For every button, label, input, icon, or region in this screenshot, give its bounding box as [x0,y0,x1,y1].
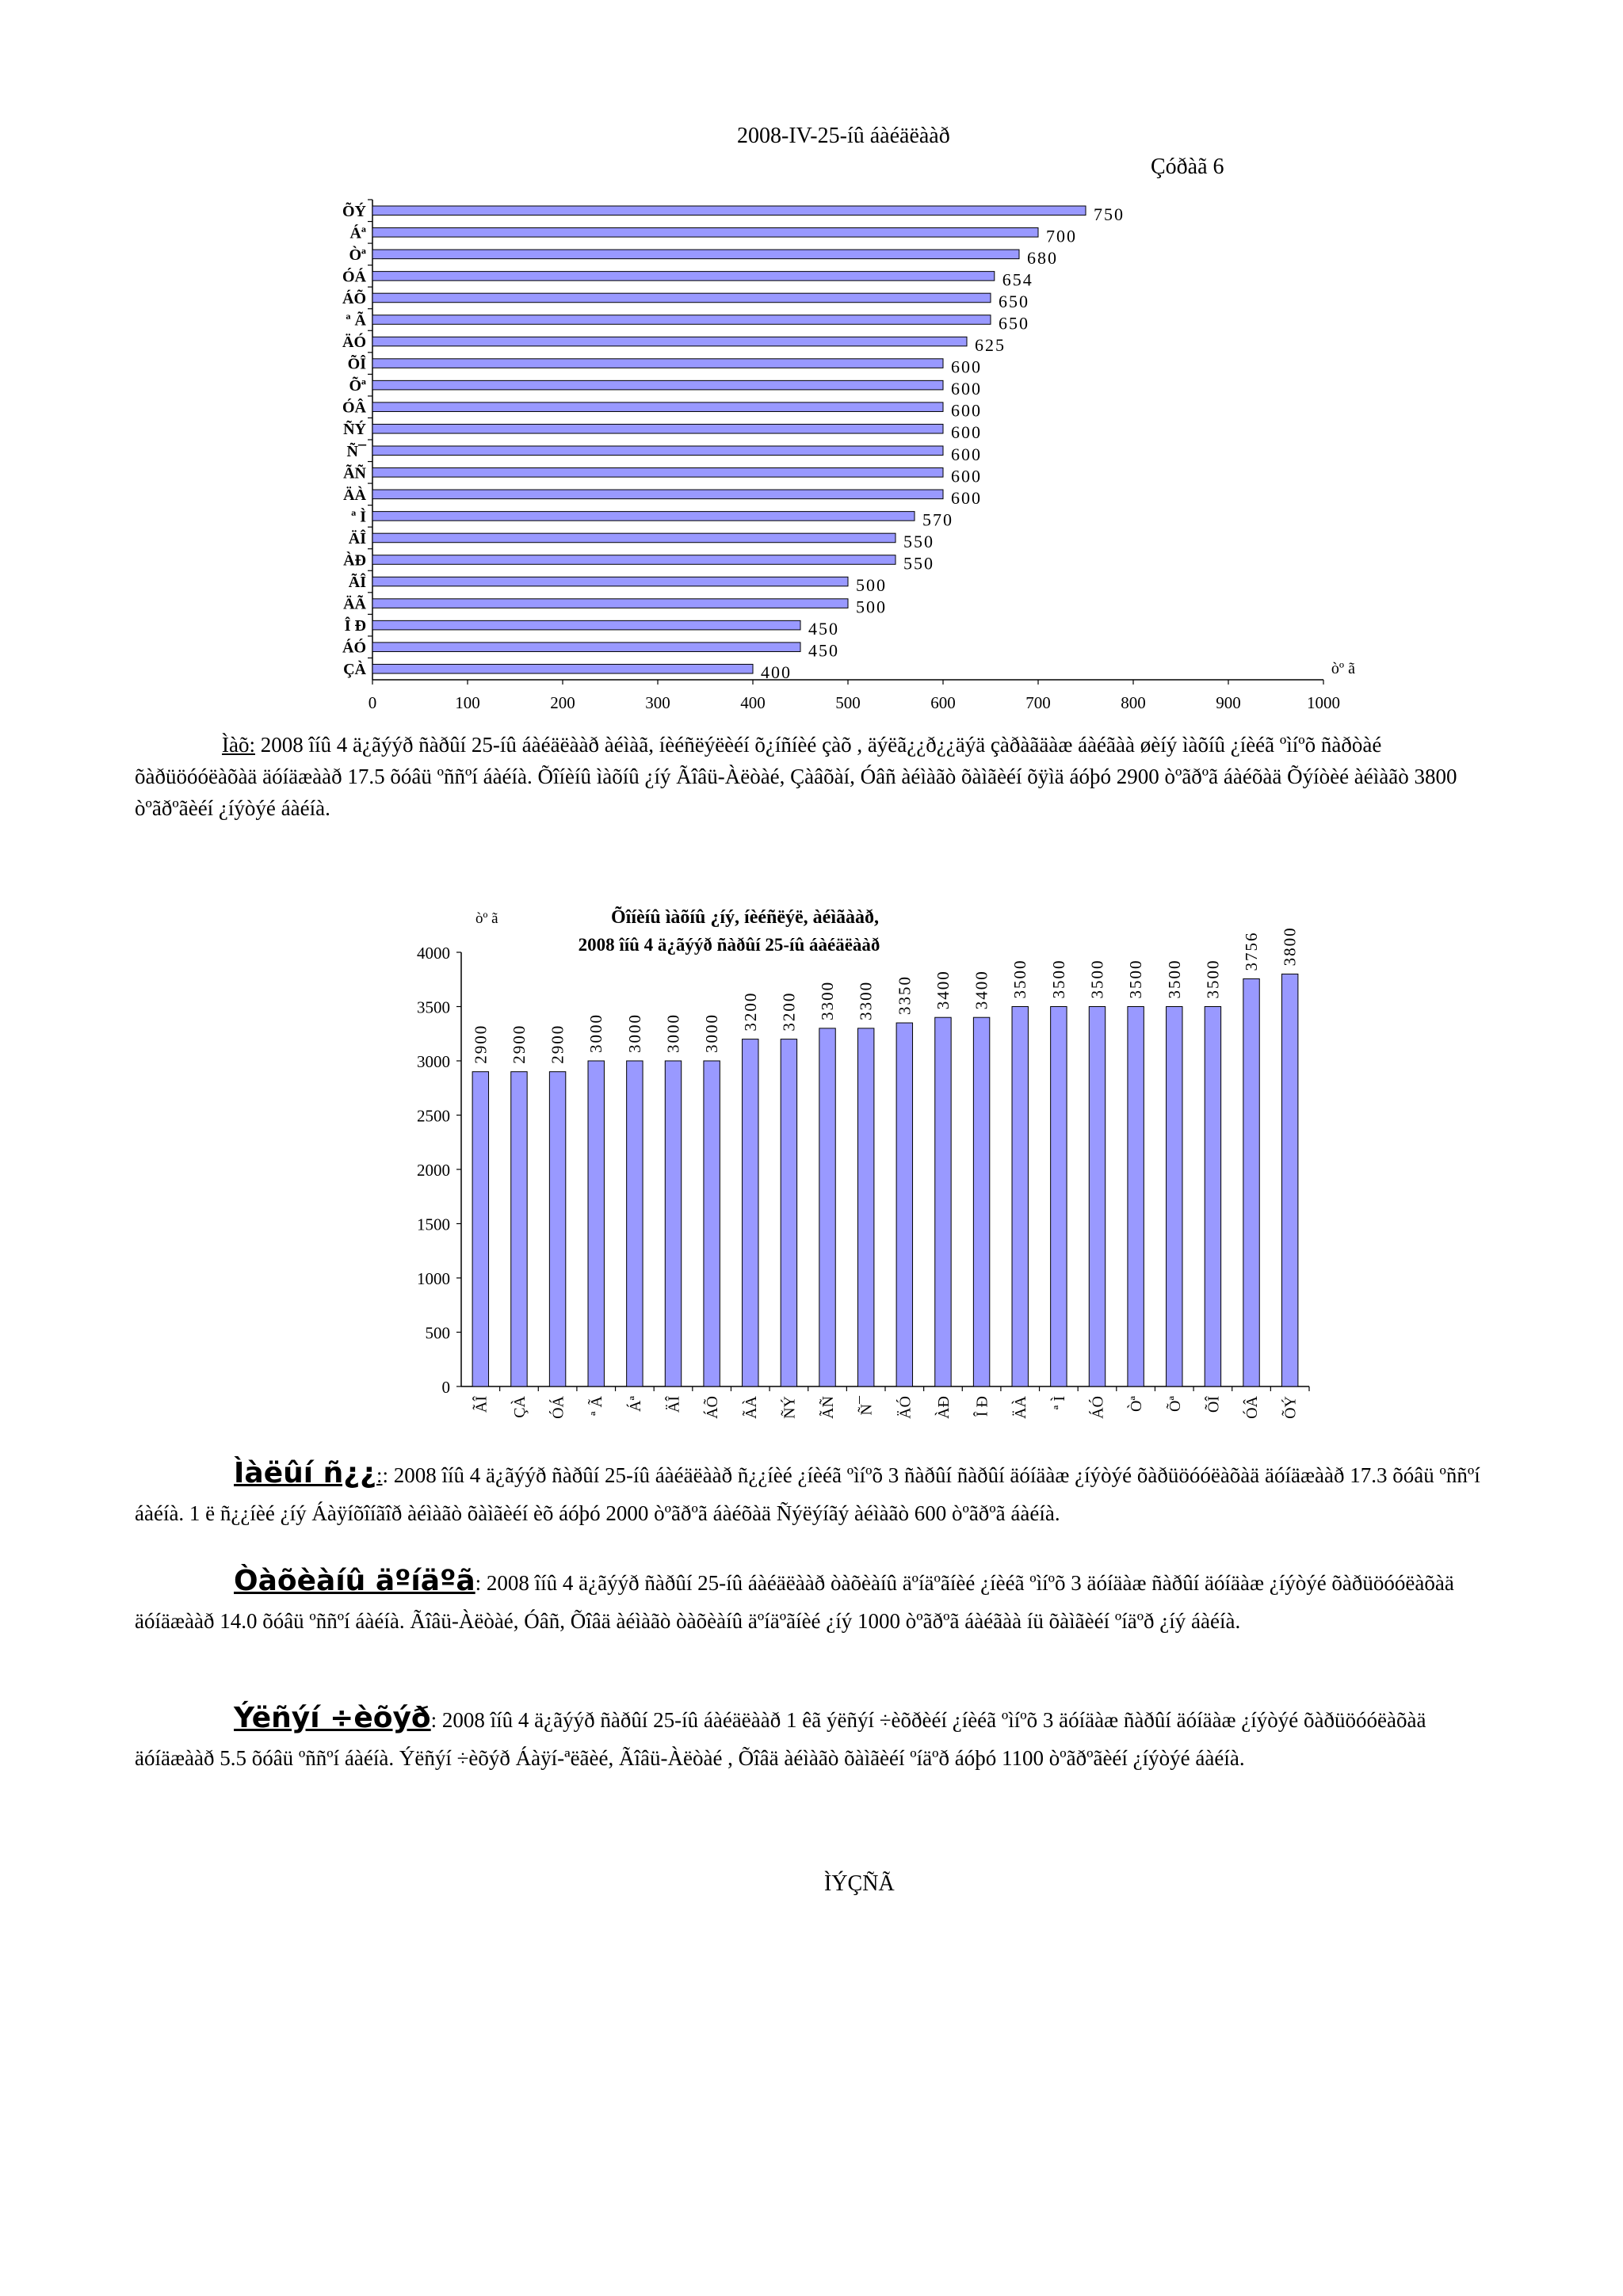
value-label: 600 [951,487,982,508]
horizontal-bar-chart [301,190,1411,729]
value-label: 3200 [779,991,799,1032]
category-label: ÄÎ [348,529,366,547]
category-label: Òª [1128,1396,1146,1412]
value-label: 650 [999,313,1029,334]
category-label: ÕÝ [342,202,366,220]
bar [704,1061,720,1386]
category-label: ÃÎ [472,1396,491,1413]
value-label: 3400 [972,970,991,1010]
value-label: 3500 [1010,959,1030,999]
bar [372,468,943,478]
bar [743,1039,758,1386]
milk-paragraph [135,1455,1490,1532]
bar [372,555,896,565]
value-label: 600 [951,400,982,421]
category-label: ÀÐ [343,551,366,570]
bar [549,1072,565,1386]
category-label: Òª [349,246,366,264]
y-tick-label: 500 [425,1323,450,1343]
value-label: 680 [1027,247,1058,268]
category-label: ÄÀ [343,486,366,504]
bar [973,1017,989,1386]
x-tick-label: 500 [835,693,861,712]
category-label: ÕÎ [347,355,366,373]
value-label: 400 [761,662,792,683]
category-label: ÑÝ [781,1396,799,1419]
value-label: 450 [808,619,839,639]
category-label: ÃÀ [742,1396,760,1419]
category-label: ª Ã [588,1396,606,1416]
category-label: ÃÑ [819,1396,838,1419]
bar [372,490,943,499]
bar [819,1028,835,1386]
bar [1012,1007,1028,1387]
footer-org: ÌÝÇÑÃ [824,1871,895,1896]
chart-subtitle: 2008 îíû 4 ä¿ãýýð ñàðûí 25-íû áàéäëààð [578,935,880,955]
category-label: ÃÑ [343,464,366,482]
bar [372,293,991,303]
category-label: Áª [626,1396,644,1412]
value-label: 3800 [1280,926,1300,967]
bar [372,250,1019,259]
egg-label: Òàõèàíû äºíäºã [234,1565,475,1597]
chart-title: Õîíèíû ìàõíû ¿íý, íèéñëýë, àéìãààð, [611,907,879,928]
bar [896,1023,912,1386]
gas-label: Ýëñýí ÷èõýð [234,1702,431,1734]
category-label: ÄÓ [342,334,366,352]
value-label: 500 [856,597,887,617]
x-tick-label: 400 [740,693,766,712]
bar [857,1028,873,1386]
value-label: 600 [951,466,982,486]
category-label: ÁÓ [1089,1396,1107,1419]
x-tick-label: 300 [645,693,670,712]
meat-text: 2008 îíû 4 ä¿ãýýð ñàðûí 25-íû áàéäëààð àéìàã, íèéñëýëèéí õ¿íñíèé çàõ , äýëã¿¿ð¿¿äýä çàðàãäàæ áàéãàà øèíý ìàõíû ¿íèéã ºìíºõ ñàðòàé õàðüöóóëàõàä äóíäæààð 17.5 õóâü ºññºí áàéíà. Õîíèíû ìàõíû ¿íý Ãîâü-Àëòàé, Çàâõàí, Óâñ àéìàãò õàìãèéí õÿìä áóþó 2900 òºãðºã áàéõàä Õýíòèé àéìàãò 3800 òºãðºãèéí ¿íýòýé áàéíà. [135,733,1457,820]
category-label: Ñ¯ [857,1396,876,1416]
category-label: ª Ì [351,508,366,526]
y-tick-label: 1000 [417,1269,450,1288]
bar [665,1061,681,1386]
gas-paragraph [135,1699,1490,1777]
value-label: 3500 [1087,959,1107,999]
value-label: 450 [808,640,839,661]
value-label: 2900 [548,1024,567,1064]
category-label: ÄÓ [896,1396,915,1419]
category-label: Áª [349,224,366,242]
report-date: 2008-IV-25-íû áàéäëààð [737,124,950,148]
value-label: 3000 [663,1013,683,1053]
x-tick-label: 0 [368,693,377,712]
bar [372,402,943,412]
value-label: 2900 [509,1024,529,1064]
bar [1167,1007,1182,1387]
category-label: ÇÀ [510,1396,529,1418]
category-label: ÕÝ [1281,1396,1300,1419]
x-tick-label: 200 [550,693,575,712]
value-label: 700 [1046,226,1077,246]
value-label: 3756 [1242,931,1262,971]
category-label: Î Ð [344,617,366,635]
bar [372,315,991,325]
bar [372,446,943,456]
value-label: 3000 [702,1013,722,1053]
value-label: 600 [951,444,982,464]
category-label: ÄÀ [1012,1396,1030,1419]
x-tick-label: 1000 [1307,693,1340,712]
value-label: 550 [903,553,934,574]
bar [372,512,915,521]
bar [781,1039,796,1386]
value-label: 3000 [624,1013,644,1053]
value-label: 3500 [1126,959,1146,999]
value-label: 600 [951,357,982,377]
bar [372,359,943,368]
bar [372,643,800,652]
unit-label: òº ã [1331,660,1355,677]
bar [627,1061,643,1386]
category-label: ÃÎ [348,574,366,592]
gas-text: : 2008 îíû 4 ä¿ãýýð ñàðûí 25-íû áàéäëààð 1 êã ýëñýí ÷èõðèéí ¿íèéã ºìíºõ 3 äóíäàæ ñàðûí äóíäàæ ¿íýòýé õàðüöóóëàõàä äóíäæààð 5.5 õóâü ºññºí áàéíà. Ýëñýí ÷èõýð Áàÿí-ªëãèé, Ãîâü-Àëòàé , Õîâä àéìàãò õàìãèéí ºíäºð áóþó 1100 òºãðºãèéí ¿íýòýé áàéíà. [135,1708,1426,1770]
category-label: ÇÀ [343,661,366,679]
bar [1205,1007,1220,1387]
category-label: ÓÂ [342,399,366,417]
value-label: 3000 [586,1013,606,1053]
bar [372,664,753,673]
value-label: 654 [1002,269,1033,290]
value-label: 3500 [1203,959,1223,999]
y-tick-label: 0 [441,1378,450,1397]
y-tick-label: 3000 [417,1052,450,1071]
category-label: Õª [349,377,366,395]
x-tick-label: 600 [930,693,956,712]
bar [1243,978,1259,1386]
category-label: ÁÕ [704,1396,722,1419]
y-tick-label: 3500 [417,997,450,1017]
bar [372,380,943,390]
bar [372,228,1038,238]
value-label: 600 [951,379,982,399]
value-label: 650 [999,291,1029,311]
value-label: 3300 [818,980,838,1020]
value-label: 570 [922,509,953,530]
bar [372,337,967,346]
bar [1128,1007,1144,1387]
bar [1281,974,1297,1386]
bar [372,620,800,630]
bar [372,272,995,281]
y-tick-label: 4000 [417,944,450,963]
bar [472,1072,488,1386]
category-label: ÑÝ [343,421,366,439]
value-label: 3400 [933,970,953,1010]
x-tick-label: 700 [1025,693,1051,712]
category-label: ÓÁ [342,268,366,286]
y-tick-label: 2500 [417,1106,450,1126]
category-label: Ñ¯ [346,442,366,460]
category-label: ÄÃ [343,595,366,613]
category-label: ª Ì [1050,1396,1068,1410]
category-label: ÄÎ [665,1396,683,1413]
bar [588,1061,604,1386]
y-tick-label: 2000 [417,1161,450,1180]
bar [372,533,896,543]
x-tick-label: 900 [1216,693,1241,712]
category-label: ÓÂ [1243,1396,1262,1419]
category-label: ÓÁ [549,1396,567,1419]
bar [372,577,848,586]
value-label: 550 [903,531,934,551]
category-label: ÕÎ [1205,1396,1223,1413]
value-label: 3300 [856,980,876,1020]
x-tick-label: 100 [455,693,480,712]
category-label: ÁÓ [342,639,366,657]
value-label: 625 [975,335,1006,356]
meat-label: Ìàõ: [222,733,255,757]
category-label: ª Ã [346,311,366,330]
category-label: ÁÕ [342,289,366,307]
value-label: 750 [1094,204,1125,224]
y-tick-label: 1500 [417,1215,450,1234]
bar [511,1072,527,1386]
x-tick-label: 800 [1121,693,1146,712]
milk-label: Ìàëûí ñ¿¿ [234,1457,376,1489]
meat-paragraph [135,729,1490,824]
vertical-bar-chart [396,895,1347,1450]
figure-number: Çóðàã 6 [1151,154,1224,179]
value-label: 2900 [471,1024,491,1064]
value-label: 600 [951,422,982,443]
bar [372,206,1086,215]
bar [372,424,943,433]
unit-label: òº ã [475,910,498,927]
value-label: 500 [856,575,887,596]
bar [1089,1007,1105,1387]
milk-text: : 2008 îíû 4 ä¿ãýýð ñàðûí 25-íû áàéäëààð ñ¿¿íèé ¿íèéã ºìíºõ 3 ñàðûí ñàðûí äóíäàæ ¿íýòýé õàðüöóóëàõàä äóíäæààð 17.3 õóâü ºññºí áàéíà. 1 ë ñ¿¿íèé ¿íý Áàÿíõîíãîð àéìàãò õàìãèéí èõ áóþó 2000 òºãðºã áàéõàä Ñýëýíãý àéìàãò 600 òºãðºã áàéíà. [135,1463,1480,1525]
value-label: 3200 [740,991,760,1032]
bar [1051,1007,1067,1387]
milk-colon: : [376,1463,383,1487]
value-label: 3500 [1048,959,1068,999]
value-label: 3500 [1164,959,1184,999]
category-label: Õª [1166,1396,1184,1412]
category-label: Î Ð [973,1396,991,1417]
egg-paragraph [135,1562,1490,1640]
value-label: 3350 [895,975,915,1016]
category-label: ÀÐ [934,1396,953,1419]
bar [935,1017,951,1386]
egg-text: : 2008 îíû 4 ä¿ãýýð ñàðûí 25-íû áàéäëààð òàõèàíû äºíäºãíèé ¿íèéã ºìíºõ 3 äóíäàæ ñàðûí äóíäàæ ¿íýòýé õàðüöóóëàõàä äóíäæààð 14.0 õóâü ºññºí áàéíà. Ãîâü-Àëòàé, Óâñ, Õîâä àéìàãò òàõèàíû äºíäºãíèé ¿íý 1000 òºãðºã áàéãàà íü õàìãèéí ºíäºð ¿íý áàéíà. [135,1571,1454,1633]
bar [372,599,848,608]
